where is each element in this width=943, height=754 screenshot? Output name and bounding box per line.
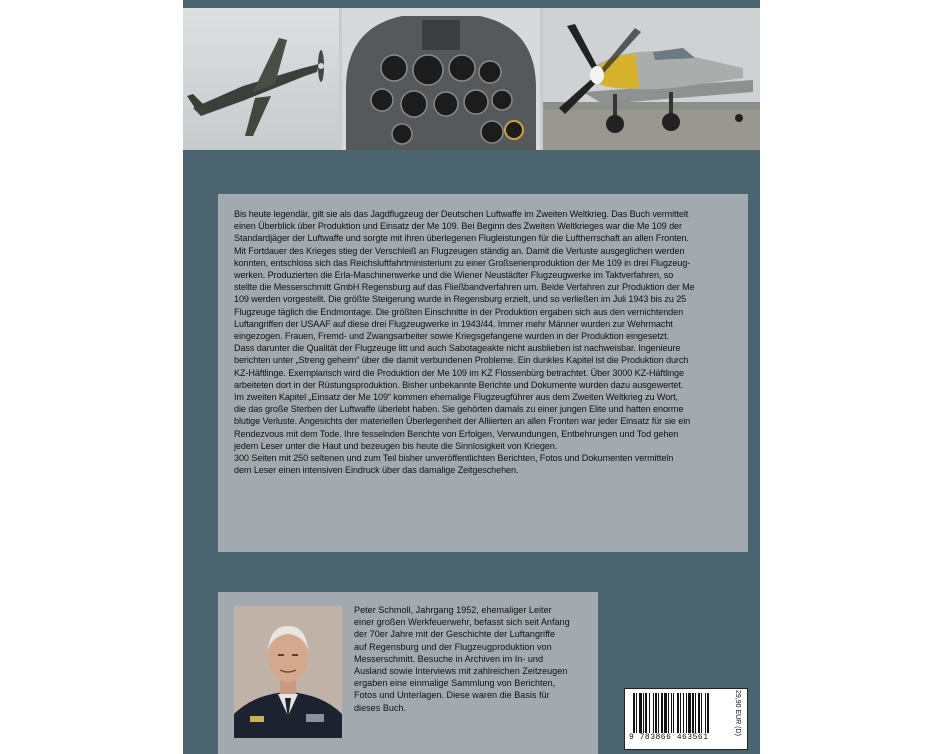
author-biography: Peter Schmoll, Jahrgang 1952, ehemaliger Leiter einer großen Werkfeuerwehr, befasst sich seit Anfang der 70er Jahre mit der Geschichte der Luftangriffe auf Regensburg und der Flugzeugproduktion von Messerschmitt. Besuche in Archiven im In- und Ausland sowie Interviews mit zahlreichen Zeitzeugen ergaben eine einmalige Sammlung von Berichten, Fotos und Unterlagen. Diese waren die Basis für dieses Buch. [354,605,570,713]
isbn-digits: 9 783866 463561 [629,733,709,742]
author-panel [218,592,598,754]
price-label: 29,90 EUR (D) [734,690,741,736]
description-panel [218,194,748,552]
isbn-barcode [624,688,748,750]
author-portrait [234,606,342,738]
photo-aircraft-in-flight [183,8,339,150]
book-back-cover [183,0,760,754]
barcode-bars [633,693,737,733]
book-description: Bis heute legendär, gilt sie als das Jagdflugzeug der Deutschen Luftwaffe im Zweiten Weltkrieg. Das Buch vermittelt einen Überblick über Produktion und Einsatz der Me 109. Bei Beginn des Zweiten Weltkrieges war die Me 109 der Standardjäger der Luftwaffe und sorgte mit ihren überlegenen Flugleistungen für die Luftherrschaft an allen Fronten. Mit Fortdauer des Krieges stieg der Verschleiß an Flugzeugen ständig an. Damit die Verluste ausgeglichen werden konnten, entschloss sich das Reichsluftfahrtministerium zu einer Großserienproduktion der Me 109 in drei Flugzeug- werken. Produzierten die Erla-Maschinenwerke und die Wiener Neustädter Flugzeugwerke im Taktverfahren, so stellte die Messerschmitt GmbH Regensburg auf das Fließbandverfahren um. Beide Verfahren zur Produktion der Me 109 werden vorgestellt. Die größte Steigerung wurde in Regensburg erzielt, und so verließen im Juli 1943 bis zu 25 Flugzeuge täglich die Endmontage. Die größten Einschnitte in der Produktion ergaben sich aus den vernichtenden Luftangriffen der USAAF auf diese drei Flugzeugwerke in 1943/44. Immer mehr Männer wurden zur Wehrmacht eingezogen. Frauen, Fremd- und Zwangsarbeiter sowie Kriegsgefangene wurden in der Produktion eingesetzt. Dass darunter die Qualität der Flugzeuge litt und auch Sabotageakte nicht ausblieben ist nachweisbar. Ingenieure berichten unter „Streng geheim“ über die damit verbundenen Probleme. Ein dunkles Kapitel ist die Produktion durch KZ-Häftlinge. Exemplarisch wird die Produktion der Me 109 im KZ Flossenbürg betrachtet. Über 3000 KZ-Häftlinge arbeiteten dort in der Rüstungsproduktion. Bisher unbekannte Berichte und Dokumente wurden dazu ausgewertet. Im zweiten Kapitel „Einsatz der Me 109“ kommen ehemalige Flugzeugführer aus dem Zweiten Weltkrieg zu Wort, die das große Sterben der Luftwaffe überlebt haben. Sie gehörten damals zu einer jungen Elite und hatten enorme blutige Verluste. Angesichts der materiellen Überlegenheit der Alliierten an allen Fronten war jeder Einsatz für sie ein Rendezvous mit dem Tode. Ihre fesselnden Berichte von Erfolgen, Verwundungen, Entbehrungen und Tod gehen jedem Leser unter die Haut und bezeugen bis heute die Sinnlosigkeit von Kriegen. 300 Seiten mit 250 seltenen und zum Teil bisher unveröffentlichten Berichten, Fotos und Dokumenten vermitteln dem Leser einen intensiven Eindruck über das damalige Zeitgeschehen. [234,209,695,476]
photo-aircraft-on-ground [543,8,760,150]
photo-strip [183,8,760,150]
photo-cockpit-instrument-panel [342,8,540,150]
